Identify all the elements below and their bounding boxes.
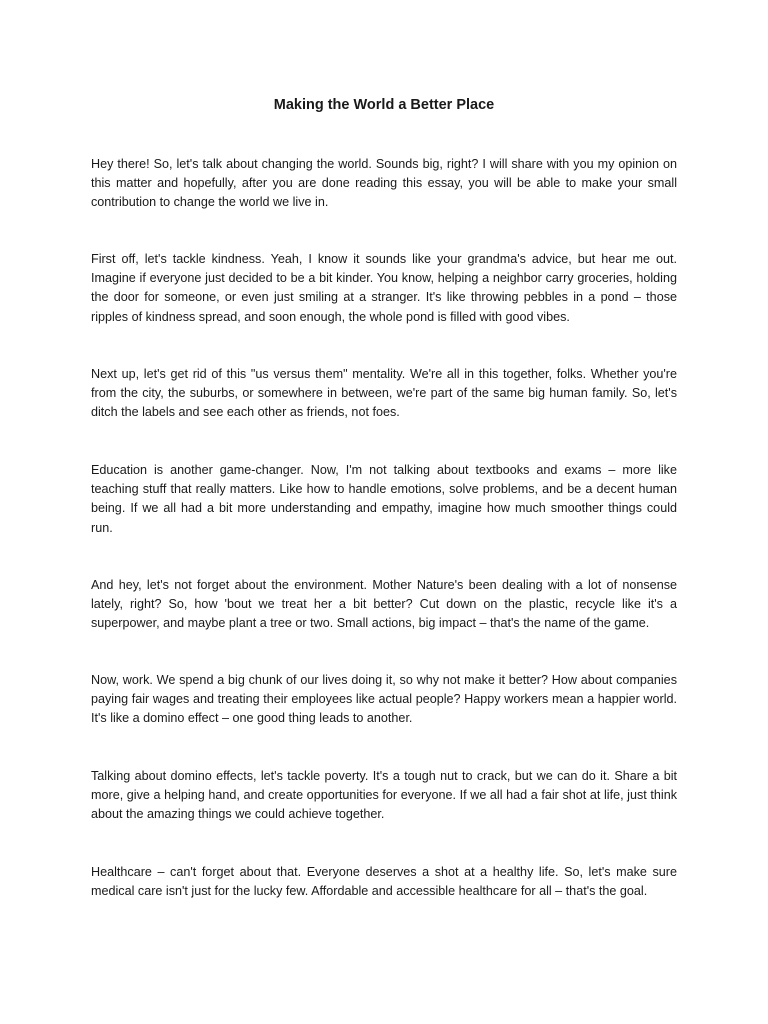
- paragraph-poverty: Talking about domino effects, let's tackle poverty. It's a tough nut to crack, but we can do it. Share a bit more, give a helping hand, and create opportunities for everyone. If we all had a fair shot at life, just think about the amazing things we could achieve together.: [91, 769, 677, 822]
- paragraph-environment: And hey, let's not forget about the environment. Mother Nature's been dealing with a lot of nonsense lately, right? So, how 'bout we treat her a bit better? Cut down on the plastic, recycle like it's a superpower, and maybe plant a tree or two. Small actions, big impact – that's the name of the game.: [91, 578, 677, 631]
- paragraph-intro: Hey there! So, let's talk about changing the world. Sounds big, right? I will share with you my opinion on this matter and hopefully, after you are done reading this essay, you will be able to make your small contribution to change the world we live in.: [91, 157, 677, 210]
- paragraph-healthcare: Healthcare – can't forget about that. Everyone deserves a shot at a healthy life. So, let's make sure medical care isn't just for the lucky few. Affordable and accessible healthcare for all – that's the goal.: [91, 865, 677, 899]
- paragraph-unity: Next up, let's get rid of this "us versus them" mentality. We're all in this together, folks. Whether you're from the city, the suburbs, or somewhere in between, we're part of the same big human family. So, let's ditch the labels and see each other as friends, not foes.: [91, 367, 677, 420]
- paragraph-kindness: First off, let's tackle kindness. Yeah, I know it sounds like your grandma's advice, but hear me out. Imagine if everyone just decided to be a bit kinder. You know, helping a neighbor carry groceries, holding the door for someone, or even just smiling at a stranger. It's like throwing pebbles in a pond – those ripples of kindness spread, and soon enough, the whole pond is filled with good vibes.: [91, 252, 677, 324]
- paragraph-education: Education is another game-changer. Now, I'm not talking about textbooks and exams – more like teaching stuff that really matters. Like how to handle emotions, solve problems, and be a decent human being. If we all had a bit more understanding and empathy, imagine how much smoother things could run.: [91, 463, 677, 535]
- document-title: Making the World a Better Place: [273, 97, 495, 113]
- paragraph-work: Now, work. We spend a big chunk of our lives doing it, so why not make it better? How about companies paying fair wages and treating their employees like actual people? Happy workers mean a happier world. It's like a domino effect – one good thing leads to another.: [91, 673, 677, 726]
